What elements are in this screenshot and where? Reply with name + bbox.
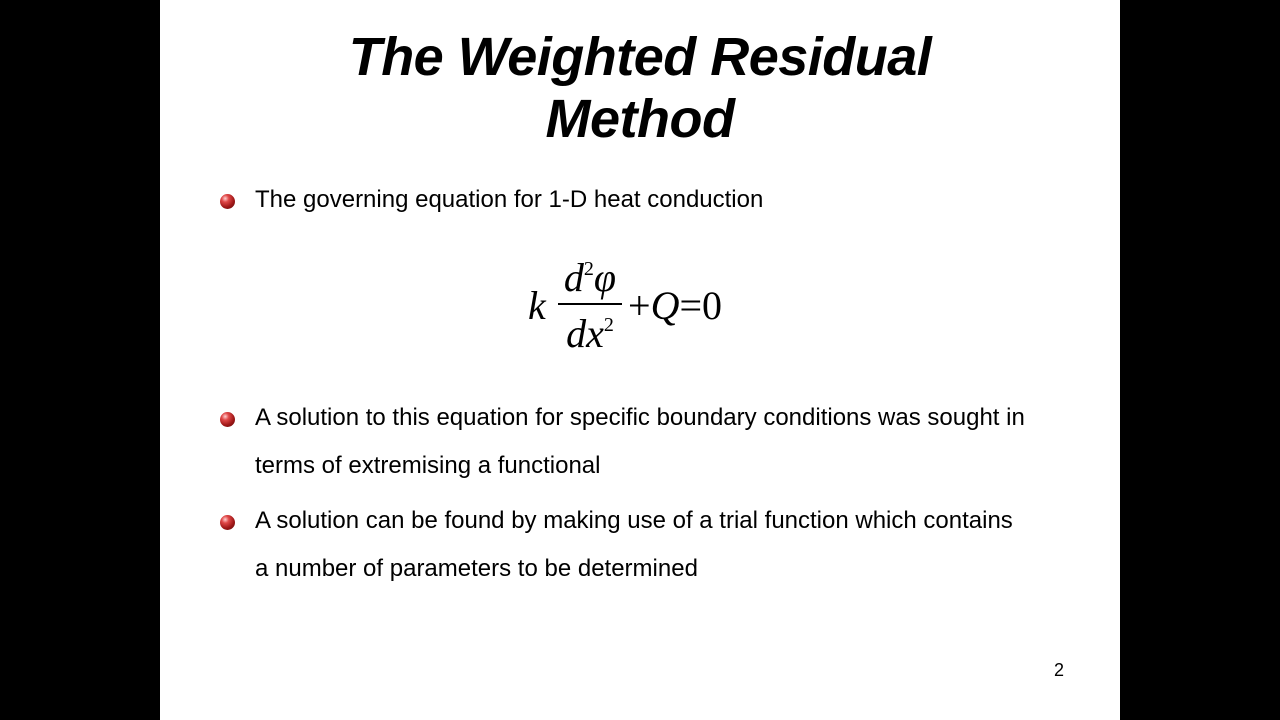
equation-term-q: Q: [650, 283, 680, 328]
equation-fraction: [558, 250, 622, 360]
slide-title-line-1: The Weighted Residual: [348, 27, 932, 87]
equation-numerator-d: d: [563, 255, 584, 300]
equation-numerator: [558, 254, 622, 301]
equation-denominator-power: 2: [603, 314, 614, 336]
slide: [160, 0, 1120, 720]
equation-remainder: [628, 282, 722, 329]
bullet-text-2: A solution to this equation for specific boundary conditions was sought in terms of extremising a functional: [255, 404, 1025, 479]
equation-numerator-power: 2: [583, 258, 594, 280]
bullet-text-3: A solution can be found by making use of a trial function which contains a number of parameters to be determined: [255, 507, 1013, 582]
equation-equals: =: [679, 283, 703, 328]
bullet-text-1: The governing equation for 1-D heat conduction: [255, 186, 764, 213]
equation-denominator: [558, 310, 622, 357]
equation-rhs: 0: [702, 283, 723, 328]
red-sphere-bullet-icon: [220, 412, 235, 427]
slide-title: [160, 26, 1120, 150]
governing-equation: [522, 250, 782, 360]
slide-title-line-2: Method: [545, 89, 735, 149]
equation-coefficient: k: [528, 283, 546, 328]
slide-page-number: 2: [1053, 660, 1064, 680]
red-sphere-bullet-icon: [220, 194, 235, 209]
equation-plus: +: [628, 283, 651, 328]
equation-numerator-var: φ: [593, 255, 617, 300]
red-sphere-bullet-icon: [220, 515, 235, 530]
equation-fraction-bar: [558, 303, 622, 305]
equation-denominator-dx: dx: [566, 311, 604, 356]
